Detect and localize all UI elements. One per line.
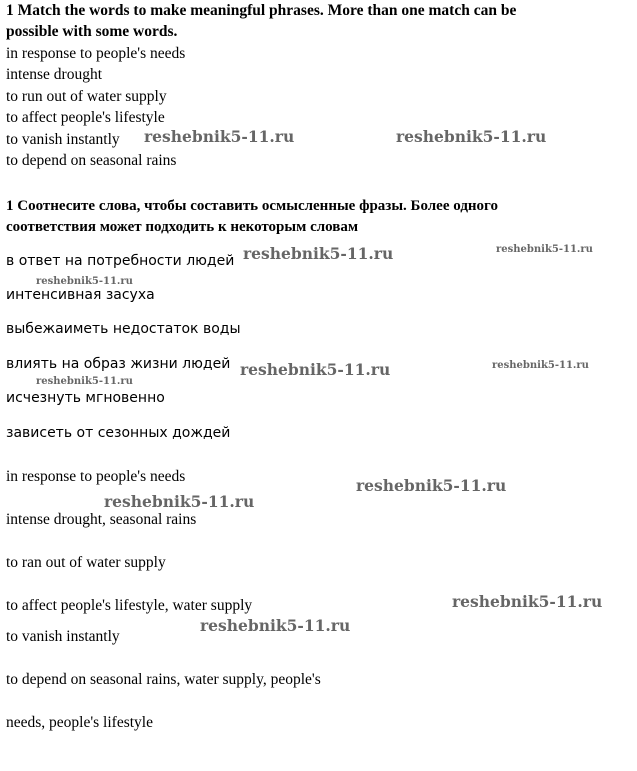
english-heading-line-1: 1 Match the words to make meaningful phrases. More than one match can be — [6, 2, 517, 19]
russian-heading-line-2: соответствия может подходить к некоторым словам — [6, 219, 359, 235]
watermark: reshebnik5-11.ru — [356, 476, 507, 495]
english-phrase-6: to depend on seasonal rains — [6, 152, 177, 169]
russian-phrase-6: зависеть от сезонных дождей — [6, 425, 231, 441]
english-phrase-1: in response to people's needs — [6, 45, 186, 62]
answer-5: to vanish instantly — [6, 628, 120, 645]
answer-7: needs, people's lifestyle — [6, 714, 153, 731]
watermark: reshebnik5-11.ru — [200, 616, 351, 635]
russian-phrase-1: в ответ на потребности людей — [6, 253, 235, 269]
russian-heading-line-1: 1 Соотнесите слова, чтобы составить осмысленные фразы. Более одного — [6, 198, 498, 214]
english-phrase-5: to vanish instantly — [6, 131, 120, 148]
watermark: reshebnik5-11.ru — [144, 127, 295, 146]
english-phrase-2: intense drought — [6, 66, 102, 83]
watermark: reshebnik5-11.ru — [36, 276, 133, 287]
watermark: reshebnik5-11.ru — [492, 360, 589, 371]
watermark: reshebnik5-11.ru — [240, 360, 391, 379]
watermark: reshebnik5-11.ru — [452, 592, 603, 611]
watermark: reshebnik5-11.ru — [104, 492, 255, 511]
answer-1: in response to people's needs — [6, 468, 186, 485]
english-heading-line-2: possible with some words. — [6, 23, 178, 40]
russian-phrase-5: исчезнуть мгновенно — [6, 390, 165, 406]
answer-3: to ran out of water supply — [6, 554, 166, 571]
english-phrase-3: to run out of water supply — [6, 88, 167, 105]
russian-phrase-4: влиять на образ жизни людей — [6, 356, 231, 372]
watermark: reshebnik5-11.ru — [396, 127, 547, 146]
watermark: reshebnik5-11.ru — [243, 244, 394, 263]
answer-2: intense drought, seasonal rains — [6, 511, 197, 528]
english-phrase-4: to affect people's lifestyle — [6, 109, 165, 126]
watermark: reshebnik5-11.ru — [36, 376, 133, 387]
russian-phrase-3: выбежаиметь недостаток воды — [6, 321, 241, 337]
answer-6: to depend on seasonal rains, water supply, people's — [6, 671, 321, 688]
watermark: reshebnik5-11.ru — [496, 244, 593, 255]
russian-phrase-2: интенсивная засуха — [6, 287, 155, 303]
answer-4: to affect people's lifestyle, water supply — [6, 597, 253, 614]
